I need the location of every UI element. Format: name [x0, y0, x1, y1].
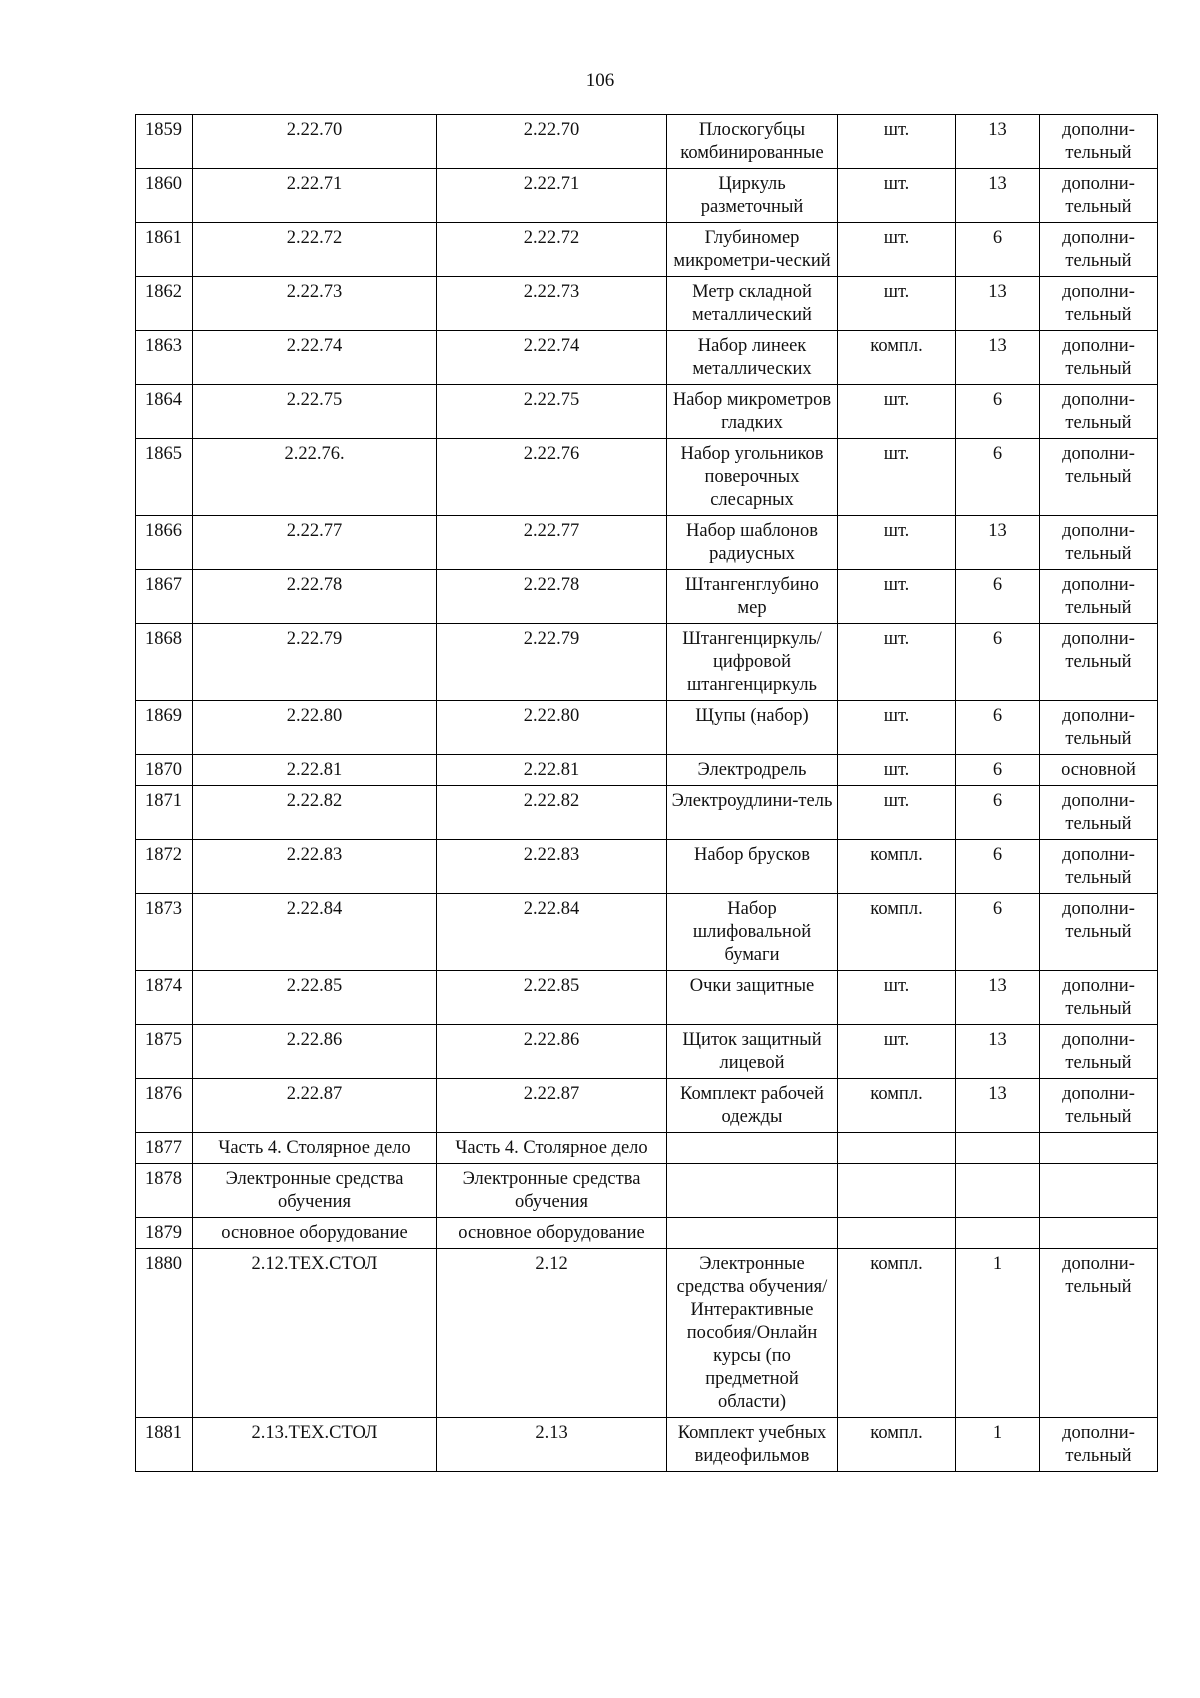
- quantity-cell: 13: [956, 971, 1040, 1025]
- name-cell: Глубиномер микрометри-ческий: [667, 223, 838, 277]
- code-cell: 2.22.71: [437, 169, 667, 223]
- unit-cell: компл.: [838, 1249, 956, 1418]
- unit-cell: шт.: [838, 439, 956, 516]
- row-number-cell: 1863: [136, 331, 193, 385]
- quantity-cell: [956, 1164, 1040, 1218]
- unit-cell: шт.: [838, 755, 956, 786]
- unit-cell: шт.: [838, 786, 956, 840]
- row-number-cell: 1875: [136, 1025, 193, 1079]
- quantity-cell: 6: [956, 570, 1040, 624]
- table-row: [136, 971, 1158, 1025]
- row-number-cell: 1880: [136, 1249, 193, 1418]
- name-cell: Штангенглубино мер: [667, 570, 838, 624]
- code-cell: 2.22.86: [193, 1025, 437, 1079]
- name-cell: Комплект учебных видеофильмов: [667, 1418, 838, 1472]
- name-cell: [667, 1133, 838, 1164]
- quantity-cell: 13: [956, 115, 1040, 169]
- code-cell: Часть 4. Столярное дело: [193, 1133, 437, 1164]
- quantity-cell: 13: [956, 1025, 1040, 1079]
- code-cell: 2.22.84: [437, 894, 667, 971]
- unit-cell: шт.: [838, 1025, 956, 1079]
- unit-cell: компл.: [838, 1418, 956, 1472]
- code-cell: 2.22.79: [437, 624, 667, 701]
- code-cell: 2.22.87: [193, 1079, 437, 1133]
- row-number-cell: 1871: [136, 786, 193, 840]
- unit-cell: шт.: [838, 385, 956, 439]
- name-cell: Циркуль разметочный: [667, 169, 838, 223]
- code-cell: 2.22.75: [437, 385, 667, 439]
- table-row: [136, 840, 1158, 894]
- code-cell: 2.22.80: [193, 701, 437, 755]
- row-number-cell: 1878: [136, 1164, 193, 1218]
- table-row: [136, 277, 1158, 331]
- type-cell: дополни-тельный: [1040, 894, 1158, 971]
- code-cell: 2.22.70: [193, 115, 437, 169]
- name-cell: Щиток защитный лицевой: [667, 1025, 838, 1079]
- name-cell: [667, 1218, 838, 1249]
- table-row: [136, 169, 1158, 223]
- table-row: [136, 1133, 1158, 1164]
- type-cell: дополни-тельный: [1040, 516, 1158, 570]
- row-number-cell: 1864: [136, 385, 193, 439]
- name-cell: Набор шлифовальной бумаги: [667, 894, 838, 971]
- row-number-cell: 1873: [136, 894, 193, 971]
- code-cell: 2.22.78: [193, 570, 437, 624]
- quantity-cell: 6: [956, 840, 1040, 894]
- table-row: [136, 755, 1158, 786]
- quantity-cell: 13: [956, 169, 1040, 223]
- quantity-cell: [956, 1133, 1040, 1164]
- table-row: [136, 894, 1158, 971]
- code-cell: 2.13: [437, 1418, 667, 1472]
- quantity-cell: [956, 1218, 1040, 1249]
- quantity-cell: 13: [956, 277, 1040, 331]
- equipment-table: [135, 114, 1158, 1472]
- type-cell: дополни-тельный: [1040, 570, 1158, 624]
- name-cell: Штангенциркуль/ цифровой штангенциркуль: [667, 624, 838, 701]
- row-number-cell: 1866: [136, 516, 193, 570]
- row-number-cell: 1861: [136, 223, 193, 277]
- table-row: [136, 1218, 1158, 1249]
- unit-cell: [838, 1164, 956, 1218]
- quantity-cell: 6: [956, 439, 1040, 516]
- name-cell: Набор брусков: [667, 840, 838, 894]
- code-cell: 2.22.76.: [193, 439, 437, 516]
- code-cell: 2.22.75: [193, 385, 437, 439]
- row-number-cell: 1869: [136, 701, 193, 755]
- type-cell: дополни-тельный: [1040, 701, 1158, 755]
- quantity-cell: 6: [956, 624, 1040, 701]
- type-cell: дополни-тельный: [1040, 1079, 1158, 1133]
- row-number-cell: 1870: [136, 755, 193, 786]
- table-row: [136, 516, 1158, 570]
- code-cell: Электронные средства обучения: [193, 1164, 437, 1218]
- name-cell: Набор шаблонов радиусных: [667, 516, 838, 570]
- type-cell: дополни-тельный: [1040, 277, 1158, 331]
- name-cell: Набор линеек металлических: [667, 331, 838, 385]
- code-cell: 2.22.85: [437, 971, 667, 1025]
- type-cell: дополни-тельный: [1040, 624, 1158, 701]
- code-cell: 2.22.83: [437, 840, 667, 894]
- unit-cell: компл.: [838, 840, 956, 894]
- row-number-cell: 1867: [136, 570, 193, 624]
- table-row: [136, 223, 1158, 277]
- row-number-cell: 1862: [136, 277, 193, 331]
- table-row: [136, 1025, 1158, 1079]
- unit-cell: компл.: [838, 1079, 956, 1133]
- table-row: [136, 624, 1158, 701]
- code-cell: 2.22.82: [193, 786, 437, 840]
- name-cell: [667, 1164, 838, 1218]
- row-number-cell: 1868: [136, 624, 193, 701]
- row-number-cell: 1877: [136, 1133, 193, 1164]
- code-cell: Электронные средства обучения: [437, 1164, 667, 1218]
- code-cell: 2.22.73: [193, 277, 437, 331]
- table-row: [136, 385, 1158, 439]
- unit-cell: шт.: [838, 516, 956, 570]
- quantity-cell: 13: [956, 331, 1040, 385]
- code-cell: 2.12: [437, 1249, 667, 1418]
- unit-cell: шт.: [838, 169, 956, 223]
- type-cell: основной: [1040, 755, 1158, 786]
- table-row: [136, 1418, 1158, 1472]
- row-number-cell: 1881: [136, 1418, 193, 1472]
- code-cell: 2.22.81: [437, 755, 667, 786]
- code-cell: 2.22.85: [193, 971, 437, 1025]
- quantity-cell: 6: [956, 894, 1040, 971]
- code-cell: 2.13.ТЕХ.СТОЛ: [193, 1418, 437, 1472]
- name-cell: Электродрель: [667, 755, 838, 786]
- type-cell: [1040, 1164, 1158, 1218]
- table-row: [136, 1164, 1158, 1218]
- code-cell: 2.22.87: [437, 1079, 667, 1133]
- quantity-cell: 6: [956, 385, 1040, 439]
- table-row: [136, 786, 1158, 840]
- table-row: [136, 701, 1158, 755]
- type-cell: дополни-тельный: [1040, 786, 1158, 840]
- type-cell: дополни-тельный: [1040, 385, 1158, 439]
- name-cell: Очки защитные: [667, 971, 838, 1025]
- code-cell: 2.22.81: [193, 755, 437, 786]
- unit-cell: шт.: [838, 624, 956, 701]
- table-row: [136, 570, 1158, 624]
- code-cell: 2.12.ТЕХ.СТОЛ: [193, 1249, 437, 1418]
- table-row: [136, 439, 1158, 516]
- quantity-cell: 6: [956, 755, 1040, 786]
- name-cell: Набор микрометров гладких: [667, 385, 838, 439]
- code-cell: 2.22.72: [193, 223, 437, 277]
- unit-cell: [838, 1218, 956, 1249]
- unit-cell: шт.: [838, 223, 956, 277]
- type-cell: дополни-тельный: [1040, 1249, 1158, 1418]
- row-number-cell: 1860: [136, 169, 193, 223]
- code-cell: основное оборудование: [193, 1218, 437, 1249]
- name-cell: Электроудлини-тель: [667, 786, 838, 840]
- row-number-cell: 1879: [136, 1218, 193, 1249]
- type-cell: [1040, 1218, 1158, 1249]
- unit-cell: шт.: [838, 701, 956, 755]
- code-cell: 2.22.77: [437, 516, 667, 570]
- table-row: [136, 115, 1158, 169]
- unit-cell: шт.: [838, 570, 956, 624]
- quantity-cell: 13: [956, 1079, 1040, 1133]
- name-cell: Комплект рабочей одежды: [667, 1079, 838, 1133]
- code-cell: 2.22.79: [193, 624, 437, 701]
- type-cell: дополни-тельный: [1040, 1025, 1158, 1079]
- type-cell: дополни-тельный: [1040, 439, 1158, 516]
- quantity-cell: 6: [956, 701, 1040, 755]
- type-cell: дополни-тельный: [1040, 1418, 1158, 1472]
- row-number-cell: 1874: [136, 971, 193, 1025]
- type-cell: дополни-тельный: [1040, 840, 1158, 894]
- unit-cell: компл.: [838, 894, 956, 971]
- unit-cell: [838, 1133, 956, 1164]
- code-cell: 2.22.72: [437, 223, 667, 277]
- table-row: [136, 331, 1158, 385]
- row-number-cell: 1865: [136, 439, 193, 516]
- code-cell: основное оборудование: [437, 1218, 667, 1249]
- code-cell: 2.22.77: [193, 516, 437, 570]
- code-cell: Часть 4. Столярное дело: [437, 1133, 667, 1164]
- name-cell: Набор угольников поверочных слесарных: [667, 439, 838, 516]
- unit-cell: шт.: [838, 115, 956, 169]
- row-number-cell: 1876: [136, 1079, 193, 1133]
- unit-cell: шт.: [838, 277, 956, 331]
- unit-cell: шт.: [838, 971, 956, 1025]
- table-body: [136, 115, 1158, 1472]
- quantity-cell: 6: [956, 786, 1040, 840]
- type-cell: дополни-тельный: [1040, 115, 1158, 169]
- code-cell: 2.22.84: [193, 894, 437, 971]
- name-cell: Щупы (набор): [667, 701, 838, 755]
- code-cell: 2.22.74: [193, 331, 437, 385]
- code-cell: 2.22.78: [437, 570, 667, 624]
- code-cell: 2.22.86: [437, 1025, 667, 1079]
- code-cell: 2.22.71: [193, 169, 437, 223]
- page-number: 106: [585, 70, 615, 91]
- type-cell: дополни-тельный: [1040, 971, 1158, 1025]
- name-cell: Метр складной металлический: [667, 277, 838, 331]
- code-cell: 2.22.74: [437, 331, 667, 385]
- quantity-cell: 1: [956, 1418, 1040, 1472]
- row-number-cell: 1872: [136, 840, 193, 894]
- code-cell: 2.22.83: [193, 840, 437, 894]
- unit-cell: компл.: [838, 331, 956, 385]
- table-row: [136, 1079, 1158, 1133]
- code-cell: 2.22.82: [437, 786, 667, 840]
- quantity-cell: 1: [956, 1249, 1040, 1418]
- code-cell: 2.22.80: [437, 701, 667, 755]
- type-cell: [1040, 1133, 1158, 1164]
- code-cell: 2.22.70: [437, 115, 667, 169]
- type-cell: дополни-тельный: [1040, 223, 1158, 277]
- table-row: [136, 1249, 1158, 1418]
- type-cell: дополни-тельный: [1040, 169, 1158, 223]
- type-cell: дополни-тельный: [1040, 331, 1158, 385]
- quantity-cell: 13: [956, 516, 1040, 570]
- name-cell: Плоскогубцы комбинированные: [667, 115, 838, 169]
- code-cell: 2.22.76: [437, 439, 667, 516]
- quantity-cell: 6: [956, 223, 1040, 277]
- name-cell: Электронные средства обучения/ Интерактивные пособия/Онлайн курсы (по предметной области): [667, 1249, 838, 1418]
- code-cell: 2.22.73: [437, 277, 667, 331]
- row-number-cell: 1859: [136, 115, 193, 169]
